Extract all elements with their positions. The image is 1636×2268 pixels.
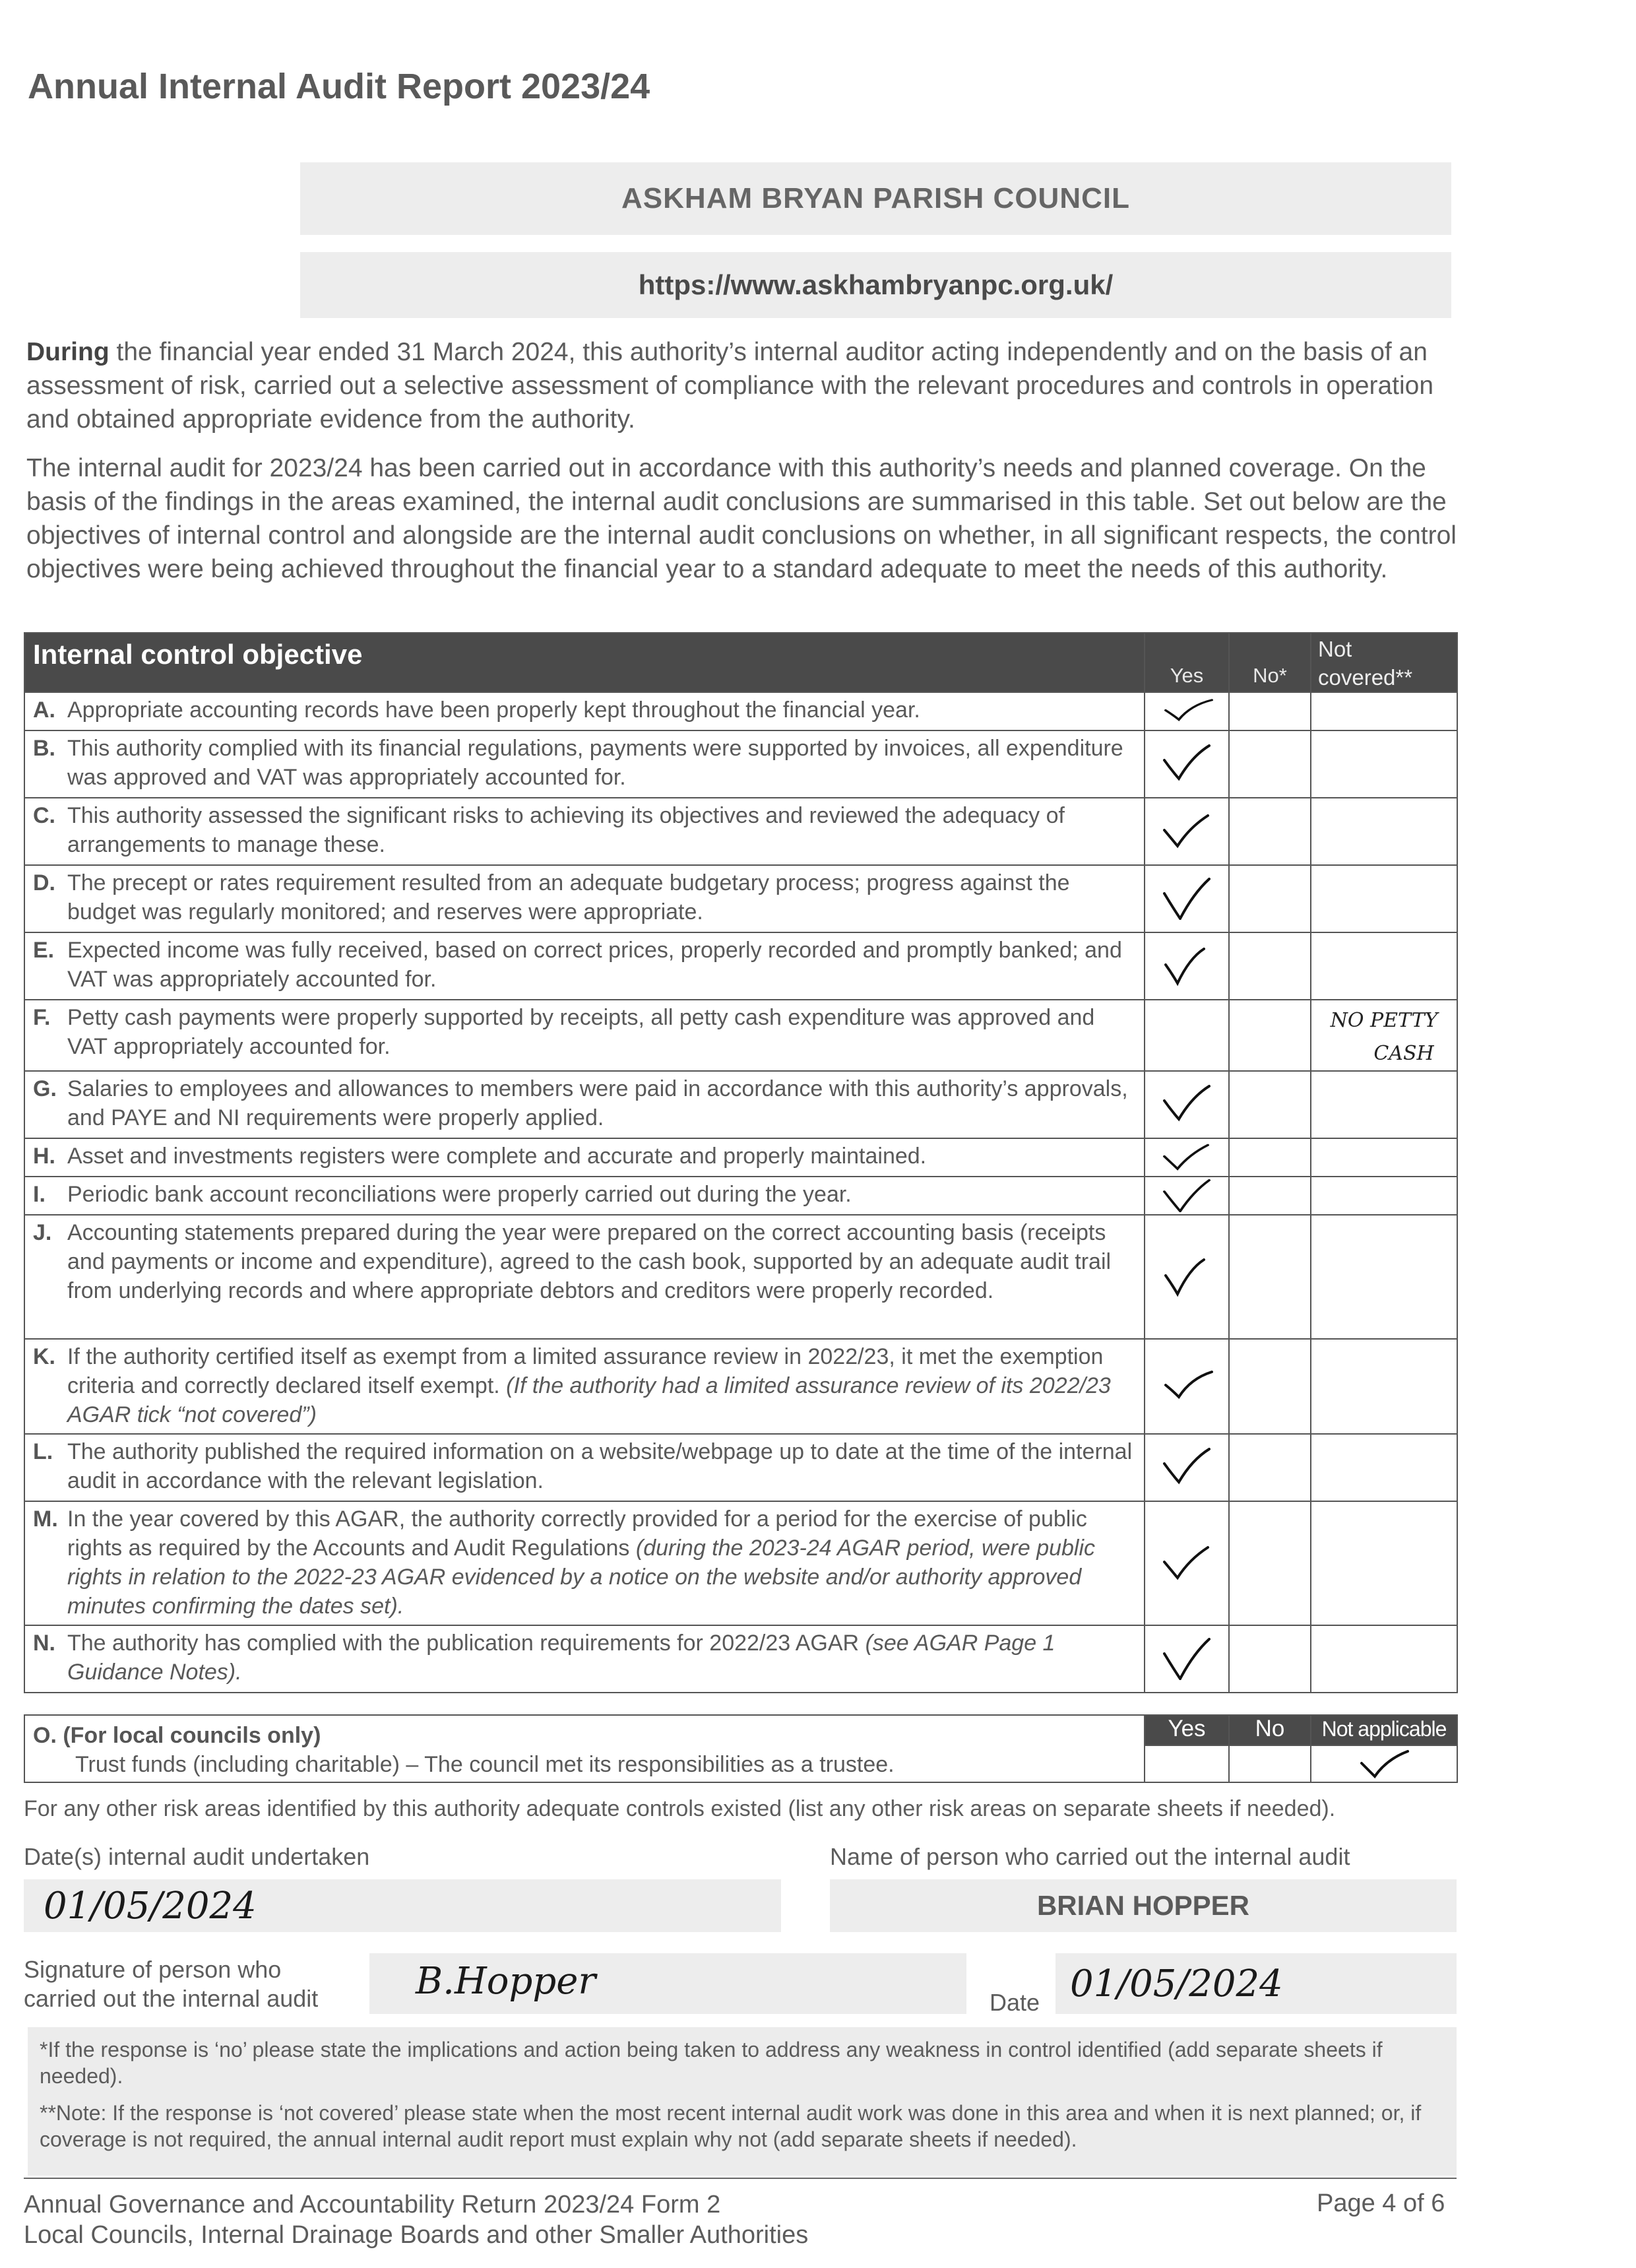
no-cell [1229,1339,1311,1434]
objective-text: Asset and investments registers were complete and accurate and properly maintained. [67,1144,927,1169]
page-number: Page 4 of 6 [1317,2189,1445,2217]
objective-body [67,1505,1139,1621]
objective-italic-note: (during the 2023-24 AGAR period, were public rights in relation to the 2022-23 AGAR evidenced by a notice on the website and/or authority approved minutes confirming the dates set). [67,1536,1096,1619]
not-covered-cell [1311,1000,1457,1071]
not-covered-cell [1311,692,1457,730]
row-o-header-no: No [1229,1715,1311,1745]
footer-left [24,2189,808,2250]
yes-cell [1145,1071,1229,1138]
objective-letter: D. [33,870,55,895]
objective-letter: L. [33,1439,53,1464]
objective-text: The precept or rates requirement resulted from an adequate budgetary process; progress against the budget was regularly monitored; and reserves were appropriate. [67,870,1070,924]
yes-cell [1145,1339,1229,1434]
auditor-name: BRIAN HOPPER [1036,1890,1250,1921]
objective-cell [24,865,1145,932]
objective-cell [24,1501,1145,1625]
table-row [24,730,1457,798]
council-name: ASKHAM BRYAN PARISH COUNCIL [300,162,1451,235]
table-row [24,932,1457,1000]
objective-text: The authority has complied with the publication requirements for 2022/23 AGAR [67,1631,860,1656]
header-not-covered-line-2: covered** [1318,665,1413,690]
internal-control-table [24,632,1458,1693]
table-row [24,1434,1457,1501]
other-risks-text: For any other risk areas identified by this authority adequate controls existed (list any other risk areas on separate sheets if needed). [24,1796,1336,1821]
yes-cell [1145,1000,1229,1071]
objective-cell [24,932,1145,1000]
date-value: 01/05/2024 [1070,1962,1283,2005]
yes-cell [1145,865,1229,932]
objective-body [67,734,1139,792]
yes-cell [1145,730,1229,798]
not-covered-cell [1311,932,1457,1000]
not-covered-note-2: CASH [1373,1042,1434,1065]
not-covered-cell [1311,1071,1457,1138]
table-row [24,1138,1457,1177]
objective-body [67,1180,852,1209]
objective-letter: B. [33,736,55,761]
yes-cell [1145,932,1229,1000]
intro-text-1: the financial year ended 31 March 2024, this authority’s internal auditor acting independently and on the basis of an assessment of risk, carried out a selective assessment of compliance with the relevant procedures and controls in operation and obtained appropriate evidence from the authority. [26,338,1434,434]
tick-icon [1358,1749,1410,1779]
table-row [24,1071,1457,1138]
row-o-header-yes: Yes [1145,1715,1229,1745]
signature-label [24,1955,318,2013]
objective-cell [24,1339,1145,1434]
objective-body [67,1003,1139,1061]
intro-paragraph-2: The internal audit for 2023/24 has been carried out in accordance with this authority’s needs and planned coverage. On the basis of the findings in the areas examined, the internal audit conclusions are summarised in this table. Set out below are the objectives of internal control and alongside are the internal audit conclusions on whether, in all significant respects, the control objectives were being achieved throughout the financial year to a standard adequate to meet the needs of this authority. [26,454,1457,583]
objective-text: This authority assessed the significant risks to achieving its objectives and reviewed the adequacy of arrangements to manage these. [67,803,1065,857]
not-covered-cell [1311,1177,1457,1215]
objective-letter: M. [33,1507,58,1532]
yes-cell [1145,1501,1229,1625]
table-row [24,1177,1457,1215]
header-not-covered [1311,633,1457,692]
objective-cell [24,1138,1145,1177]
table-row [24,1215,1457,1339]
row-o-na-cell [1311,1745,1457,1782]
yes-cell [1145,1625,1229,1693]
row-o [24,1715,1457,1745]
header-not-covered-line-1: Not [1318,637,1352,661]
row-o-header-na: Not applicable [1311,1715,1457,1745]
objective-letter: A. [33,697,55,723]
objective-letter: G. [33,1076,57,1101]
objective-cell [24,1177,1145,1215]
no-cell [1229,1138,1311,1177]
row-o-yes-cell [1145,1745,1229,1782]
objective-text: If the authority certified itself as exempt from a limited assurance review in 2022/23, it met the exemption criteria and correctly declared itself exempt. [67,1344,1104,1398]
tick-icon [1160,695,1213,728]
objective-text: In the year covered by this AGAR, the authority correctly provided for a period for the exercise of public rights as required by the Accounts and Audit Regulations [67,1507,1087,1561]
not-covered-cell [1311,1339,1457,1434]
header-no: No* [1229,633,1311,692]
objective-italic-note: (If the authority had a limited assurance review of its 2022/23 AGAR tick “not covered”) [67,1373,1111,1427]
yes-cell [1145,1215,1229,1339]
page-title: Annual Internal Audit Report 2023/24 [28,67,650,106]
no-cell [1229,1177,1311,1215]
not-covered-cell [1311,1138,1457,1177]
objective-text: Petty cash payments were properly supported by receipts, all petty cash expenditure was approved and VAT appropriately accounted for. [67,1005,1095,1059]
objective-italic-note: (see AGAR Page 1 Guidance Notes). [67,1631,1055,1685]
objective-body [67,1342,1139,1429]
not-covered-note-1: NO PETTY [1330,1009,1438,1032]
not-covered-cell [1311,865,1457,932]
objective-body [67,1142,926,1171]
objective-cell [24,1000,1145,1071]
objective-body [67,801,1139,859]
yes-cell [1145,798,1229,865]
objective-body [67,1074,1139,1132]
no-cell [1229,1000,1311,1071]
not-covered-cell [1311,730,1457,798]
row-o-no-cell [1229,1745,1311,1782]
objective-cell [24,1071,1145,1138]
table-row [24,1339,1457,1434]
table-row [24,1625,1457,1693]
council-website: https://www.askhambryanpc.org.uk/ [300,252,1451,318]
table-row [24,1501,1457,1625]
table-header-row [24,633,1457,692]
header-yes: Yes [1145,633,1229,692]
table-row [24,692,1457,730]
dates-label: Date(s) internal audit undertaken [24,1843,370,1870]
notes-box [28,2027,1457,2176]
no-cell [1229,730,1311,798]
table-row [24,1000,1457,1071]
objective-text: Periodic bank account reconciliations were properly carried out during the year. [67,1182,852,1207]
objective-cell [24,1625,1145,1693]
row-o-table [24,1714,1458,1783]
objective-letter: J. [33,1220,52,1245]
no-cell [1229,1434,1311,1501]
intro-paragraph-1 [26,335,1464,436]
objective-letter: N. [33,1631,55,1656]
objective-body [67,936,1139,994]
row-o-label: O. (For local councils only) [33,1723,321,1748]
not-covered-cell [1311,1434,1457,1501]
objective-cell [24,692,1145,730]
signature: B.Hopper [416,1960,596,2003]
footer-line-2: Local Councils, Internal Drainage Boards and other Smaller Authorities [24,2221,809,2249]
date-field [1055,1953,1457,2014]
no-cell [1229,798,1311,865]
date-label: Date [990,1989,1040,2016]
objective-body [67,1629,1139,1687]
objective-letter: I. [33,1182,46,1207]
objective-cell [24,1434,1145,1501]
objective-text: Expected income was fully received, based on correct prices, properly recorded and promptly banked; and VAT was appropriately accounted for. [67,938,1122,992]
objective-letter: K. [33,1344,55,1369]
tick-icon [1160,945,1213,987]
not-covered-cell [1311,1501,1457,1625]
footer-divider [24,2178,1457,2179]
header-objective: Internal control objective [24,633,1145,692]
objective-letter: F. [33,1005,51,1030]
objective-body [67,868,1139,926]
no-cell [1229,1625,1311,1693]
objective-text: Appropriate accounting records have been properly kept throughout the financial year. [67,697,920,723]
tick-icon [1160,1256,1213,1298]
auditor-label: Name of person who carried out the internal audit [830,1843,1350,1870]
dates-field [24,1879,781,1932]
objective-text: Salaries to employees and allowances to members were paid in accordance with this authority’s approvals, and PAYE and NI requirements were properly applied. [67,1076,1128,1130]
no-cell [1229,1071,1311,1138]
objective-letter: E. [33,938,55,963]
no-cell [1229,865,1311,932]
table-row [24,865,1457,932]
tick-icon [1160,1542,1213,1584]
tick-icon [1160,1179,1213,1212]
row-o-text: Trust funds (including charitable) – The council met its responsibilities as a trustee. [75,1752,895,1777]
yes-cell [1145,1138,1229,1177]
note-no: *If the response is ‘no’ please state the implications and action being taken to address any weakness in control identified (add separate sheets if needed). [40,2038,1383,2088]
tick-icon [1160,1446,1213,1489]
objective-letter: C. [33,803,55,828]
objective-letter: H. [33,1144,55,1169]
no-cell [1229,932,1311,1000]
not-covered-cell [1311,1215,1457,1339]
yes-cell [1145,1434,1229,1501]
no-cell [1229,692,1311,730]
intro-lead-word: During [26,338,110,366]
no-cell [1229,1215,1311,1339]
table-row [24,798,1457,865]
auditor-field [830,1879,1457,1932]
objective-body [67,1437,1139,1495]
tick-icon [1160,1084,1213,1126]
signature-label-line-2: carried out the internal audit [24,1985,319,2012]
signature-field [369,1953,966,2014]
not-covered-cell [1311,798,1457,865]
tick-icon [1160,743,1213,785]
footer-line-1: Annual Governance and Accountability Return 2023/24 Form 2 [24,2191,721,2219]
dates-value: 01/05/2024 [44,1885,257,1928]
tick-icon [1160,878,1213,920]
note-not-covered: **Note: If the response is ‘not covered’ please state when the most recent internal audit work was done in this area and when it is next planned; or, if coverage is not required, the annual internal audit report must explain why not (add separate sheets if needed). [40,2101,1422,2151]
tick-icon [1160,1638,1213,1680]
row-o-objective [24,1715,1145,1782]
objective-body [67,696,920,725]
signature-label-line-1: Signature of person who [24,1956,282,1983]
objective-cell [24,1215,1145,1339]
no-cell [1229,1501,1311,1625]
objective-text: Accounting statements prepared during the year were prepared on the correct accounting basis (receipts and payments or income and expenditure), agreed to the cash book, supported by an adequate audit trail from underlying records and where appropriate debtors and creditors were properly recorded. [67,1220,1112,1303]
yes-cell [1145,692,1229,730]
objective-text: This authority complied with its financial regulations, payments were supported by invoices, all expenditure was approved and VAT was appropriately accounted for. [67,736,1123,790]
objective-text: The authority published the required information on a website/webpage up to date at the time of the internal audit in accordance with the relevant legislation. [67,1439,1133,1493]
tick-icon [1160,810,1213,853]
not-covered-cell [1311,1625,1457,1693]
objective-body [67,1218,1139,1305]
tick-icon [1160,1365,1213,1408]
objective-cell [24,798,1145,865]
tick-icon [1160,1141,1213,1174]
yes-cell [1145,1177,1229,1215]
objective-cell [24,730,1145,798]
